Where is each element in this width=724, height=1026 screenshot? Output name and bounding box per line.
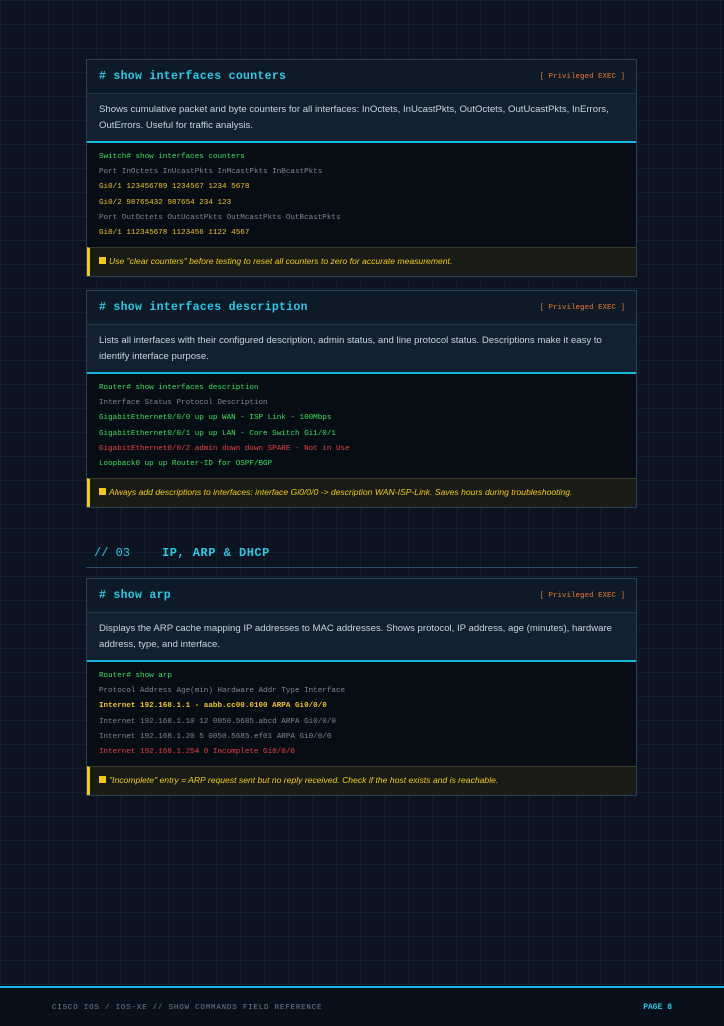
section-number: // 03	[94, 546, 131, 560]
terminal-line: Protocol Address Age(min) Hardware Addr Type Interface	[99, 687, 346, 696]
terminal-line: Gi0/2 98765432 987654 234 123	[99, 198, 232, 207]
tip-text: "Incomplete" entry = ARP request sent but no reply received. Check if the host exists and is reachable.	[109, 775, 499, 786]
tip-callout	[87, 766, 636, 795]
tip-text: Always add descriptions to interfaces: interface Gi0/0/0 -> description WAN-ISP-Link. Saves hours during troubleshooting.	[109, 487, 573, 498]
page-number: PAGE 8	[643, 1003, 672, 1012]
command-card-interfaces-description	[86, 290, 637, 508]
tip-square-icon	[99, 257, 106, 264]
terminal-line: Interface Status Protocol Description	[99, 399, 268, 408]
card-header	[87, 291, 636, 325]
mode-badge: [ Privileged EXEC ]	[539, 591, 625, 600]
terminal-line: Loopback0 up up Router-ID for OSPF/BGP	[99, 460, 273, 469]
tip-callout	[87, 478, 636, 507]
terminal-output	[87, 143, 636, 247]
card-header	[87, 60, 636, 94]
tip-square-icon	[99, 488, 106, 495]
command-description: Lists all interfaces with their configured description, admin status, and line protocol status. Descriptions make it easy to identify interface purpose.	[87, 325, 636, 374]
command-title: # show interfaces description	[99, 301, 308, 314]
command-title: # show interfaces counters	[99, 70, 287, 83]
terminal-line: Internet 192.168.1.254 0 Incomplete Gi0/0/0	[99, 748, 295, 757]
command-description: Displays the ARP cache mapping IP addresses to MAC addresses. Shows protocol, IP address, age (minutes), hardware address, type, and interface.	[87, 613, 636, 662]
terminal-output	[87, 662, 636, 766]
section-header	[86, 543, 637, 568]
tip-text: Use "clear counters" before testing to reset all counters to zero for accurate measurement.	[109, 256, 453, 267]
terminal-line: Internet 192.168.1.20 5 0050.5685.ef01 ARPA Gi0/0/0	[99, 732, 332, 741]
mode-badge: [ Privileged EXEC ]	[539, 303, 625, 312]
terminal-line: Gi0/1 123456789 1234567 1234 5678	[99, 183, 250, 192]
mode-badge: [ Privileged EXEC ]	[539, 72, 625, 81]
card-header	[87, 579, 636, 613]
terminal-line: Router# show interfaces description	[99, 384, 259, 392]
terminal-line: Switch# show interfaces counters	[99, 153, 245, 161]
tip-square-icon	[99, 776, 106, 783]
terminal-line: Router# show arp	[99, 672, 172, 680]
terminal-line: GigabitEthernet0/0/2 admin down down SPARE - Not in Use	[99, 444, 350, 453]
terminal-line: Internet 192.168.1.1 - aabb.cc00.0100 ARPA Gi0/0/0	[99, 702, 327, 711]
terminal-line: Port OutOctets OutUcastPkts OutMcastPkts OutBcastPkts	[99, 213, 341, 222]
terminal-line: Internet 192.168.1.10 12 0050.5685.abcd ARPA Gi0/0/0	[99, 717, 336, 726]
terminal-output	[87, 374, 636, 478]
terminal-line: Gi0/1 112345678 1123456 1122 4567	[99, 229, 250, 238]
terminal-line: GigabitEthernet0/0/1 up up LAN - Core Switch Gi1/0/1	[99, 429, 336, 438]
section-title: IP, ARP & DHCP	[162, 546, 270, 560]
command-card-arp	[86, 578, 637, 796]
command-title: # show arp	[99, 589, 172, 602]
terminal-line: GigabitEthernet0/0/0 up up WAN - ISP Link - 100Mbps	[99, 414, 332, 423]
footer-title: CISCO IOS / IOS-XE // SHOW COMMANDS FIELD REFERENCE	[52, 1004, 323, 1012]
terminal-line: Port InOctets InUcastPkts InMcastPkts InBcastPkts	[99, 168, 323, 177]
page-footer	[0, 986, 724, 1026]
command-description: Shows cumulative packet and byte counters for all interfaces: InOctets, InUcastPkts, OutOctets, OutUcastPkts, InErrors, OutErrors. Useful for traffic analysis.	[87, 94, 636, 143]
tip-callout	[87, 247, 636, 276]
command-card-interfaces-counters	[86, 59, 637, 277]
